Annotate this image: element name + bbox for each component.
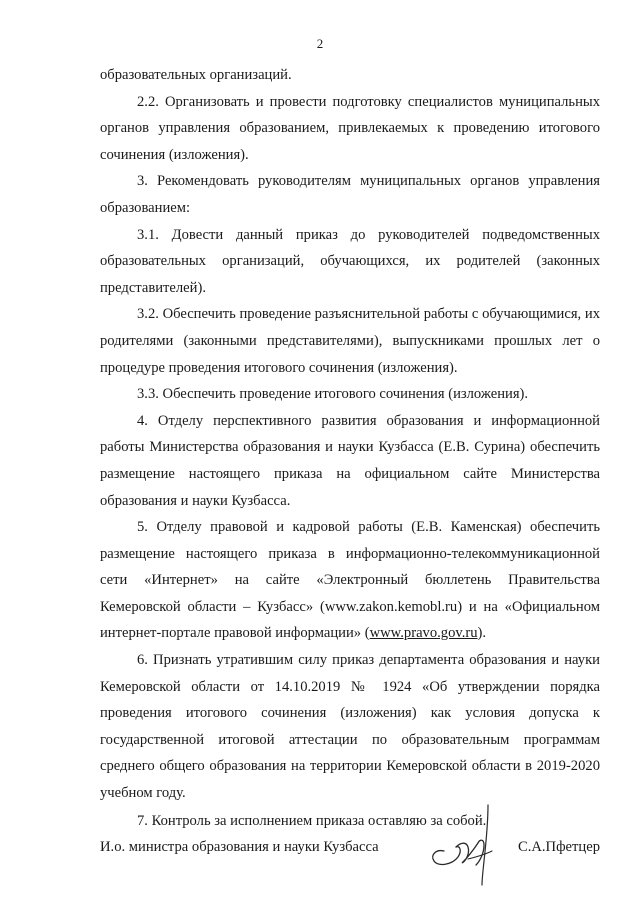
page-number: 2	[316, 36, 324, 51]
pravo-gov-link[interactable]: www.pravo.gov.ru	[369, 625, 478, 642]
paragraph-7: 7. Контроль за исполнением приказа оставляю за собой.	[137, 812, 487, 829]
paragraph-5	[100, 514, 600, 647]
paragraph-3-1: 3.1. Довести данный приказ до руководителей подведомственных образовательных организаций, обучающихся, их родителей (законных представителей).	[100, 226, 600, 296]
document-body	[100, 62, 600, 834]
paragraph-5-text: 5. Отделу правовой и кадровой работы (Е.В. Каменская) обеспечить размещение настоящего приказа в информационно-телекоммуникационной сети «Интернет» на сайте «Электронный бюллетень Правительства Кемеровской области – Кузбасс» (www.zakon.kemobl.ru) и на «Официальном интернет-портале правовой информации» (	[100, 519, 600, 642]
signer-title: И.о. министра образования и науки Кузбасса	[100, 839, 379, 855]
paragraph-4: 4. Отделу перспективного развития образования и информационной работы Министерства образования и науки Кузбасса (Е.В. Сурина) обеспечить размещение настоящего приказа на официальном сайте Министерства образования и науки Кузбасса.	[100, 412, 600, 509]
paragraph-3-2: 3.2. Обеспечить проведение разъяснительной работы с обучающимися, их родителями (законными представителями), выпускниками прошлых лет о процедуре проведения итогового сочинения (изложения).	[100, 306, 600, 376]
handwritten-signature	[422, 799, 514, 887]
paragraph-2-2: 2.2. Организовать и провести подготовку специалистов муниципальных органов управления образованием, привлекаемых к проведению итогового сочинения (изложения).	[100, 93, 600, 163]
signature-block	[100, 827, 600, 887]
signer-name: С.А.Пфетцер	[517, 839, 600, 855]
paragraph-3-3: 3.3. Обеспечить проведение итогового сочинения (изложения).	[137, 386, 529, 403]
paragraph-3: 3. Рекомендовать руководителям муниципальных органов управления образованием:	[100, 173, 600, 216]
paragraph-5-tail: ).	[477, 625, 487, 642]
paragraph-6: 6. Признать утратившим силу приказ департамента образования и науки Кемеровской области от 14.10.2019 № 1924 «Об утверждении порядка проведения итогового сочинения (изложения) как условия допуска к государственной итоговой аттестации по образовательным программам среднего общего образования на территории Кемеровской области в 2019-2020 учебном году.	[100, 652, 600, 802]
paragraph-continuation: образовательных организаций.	[100, 67, 292, 83]
